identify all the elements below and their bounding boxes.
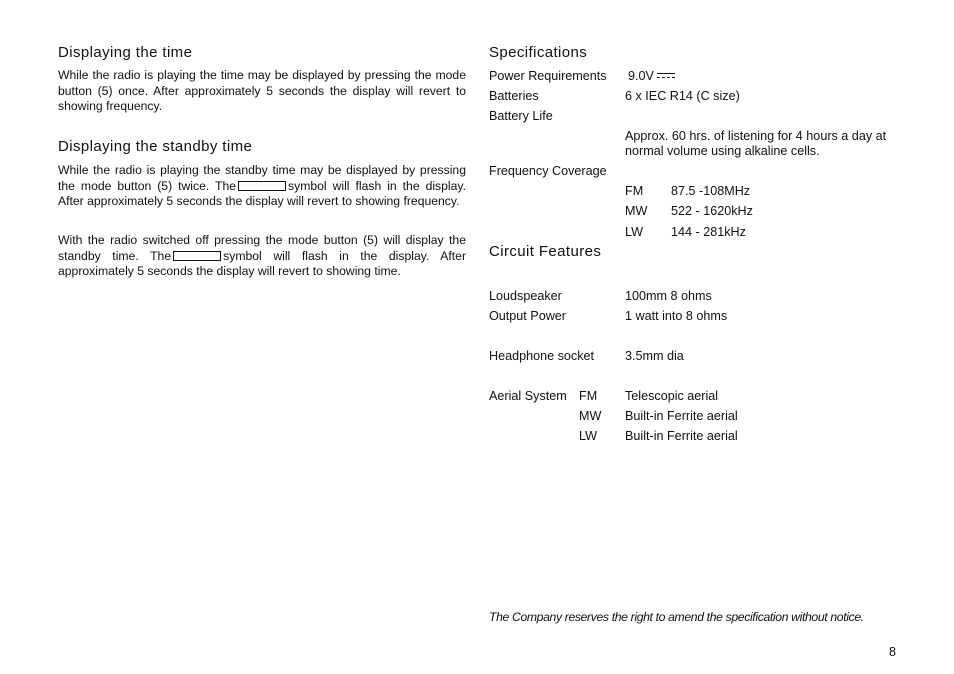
battery-life-label: Battery Life <box>489 109 553 123</box>
power-requirements-value <box>628 69 675 83</box>
aerial-band: MW <box>579 409 602 423</box>
footer-notice: The Company reserves the right to amend the specification without notice. <box>489 610 864 624</box>
page-number: 8 <box>889 645 897 659</box>
aerial-system-label: Aerial System <box>489 389 567 403</box>
standby-symbol-icon <box>173 251 221 261</box>
aerial-band: FM <box>579 389 598 403</box>
batteries-value: 6 x IEC R14 (C size) <box>625 89 740 103</box>
paragraph-text: symbol will flash in the display. After approximately 5 seconds the display will revert to showing time. <box>58 248 467 278</box>
loudspeaker-value: 100mm 8 ohms <box>625 289 712 303</box>
circuit-features-title: Circuit Features <box>489 243 602 260</box>
power-voltage: 9.0V <box>628 69 654 83</box>
band-range: 522 - 1620kHz <box>671 204 753 218</box>
band-name: MW <box>625 204 648 218</box>
power-requirements-label: Power Requirements <box>489 69 607 83</box>
band-name: LW <box>625 225 643 239</box>
specifications-title: Specifications <box>489 44 588 61</box>
loudspeaker-label: Loudspeaker <box>489 289 562 303</box>
dc-symbol-icon <box>657 73 675 80</box>
paragraph-text: symbol will flash in the display. After approximately 5 seconds the display will revert to showing frequency. <box>58 178 466 208</box>
output-power-value: 1 watt into 8 ohms <box>625 309 728 323</box>
standby-symbol-icon <box>238 181 286 191</box>
paragraph-displaying-time: While the radio is playing the time may be displayed by pressing the mode button (5) once. After approximately 5 seconds the display will revert to showing frequency. <box>58 68 466 113</box>
headphone-value: 3.5mm dia <box>625 349 684 363</box>
paragraph-standby-playing <box>58 163 466 210</box>
section-title-standby-time: Displaying the standby time <box>58 138 253 155</box>
aerial-value: Built-in Ferrite aerial <box>625 409 738 423</box>
battery-life-value-line2: normal volume using alkaline cells. <box>625 144 820 158</box>
batteries-label: Batteries <box>489 89 539 103</box>
band-range: 87.5 -108MHz <box>671 184 751 198</box>
headphone-label: Headphone socket <box>489 349 595 363</box>
battery-life-value-line1: Approx. 60 hrs. of listening for 4 hours a day at <box>625 129 887 143</box>
aerial-band: LW <box>579 429 597 443</box>
output-power-label: Output Power <box>489 309 567 323</box>
paragraph-text: While the radio is playing the standby time may be displayed by pressing the mode button (5) twice. The <box>58 163 466 193</box>
band-range: 144 - 281kHz <box>671 225 746 239</box>
frequency-coverage-label: Frequency Coverage <box>489 164 607 178</box>
aerial-value: Telescopic aerial <box>625 389 719 403</box>
section-title-displaying-time: Displaying the time <box>58 44 193 61</box>
paragraph-text: With the radio switched off pressing the mode button (5) will display the standby time. The <box>58 233 466 263</box>
band-name: FM <box>625 184 644 198</box>
paragraph-standby-off <box>58 233 466 280</box>
aerial-value: Built-in Ferrite aerial <box>625 429 738 443</box>
